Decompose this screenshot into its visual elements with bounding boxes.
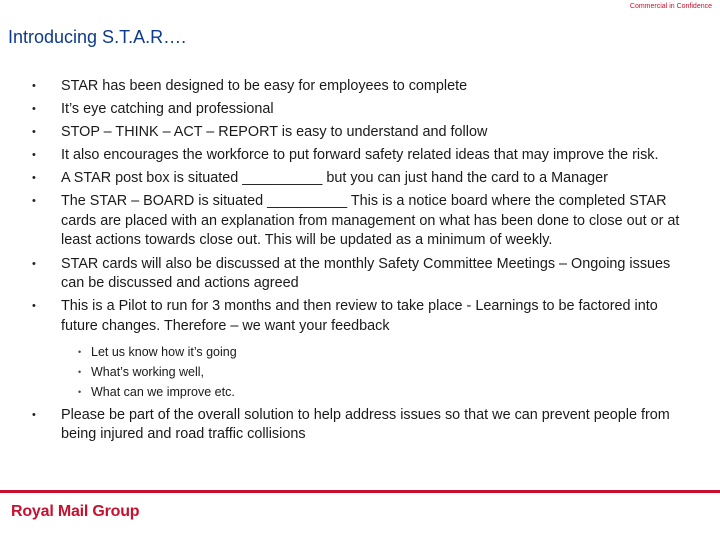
bullet-marker: •	[32, 408, 36, 421]
bullet-text: STAR cards will also be discussed at the monthly Safety Committee Meetings – Ongoing issues can be discussed and actions agreed	[61, 255, 671, 292]
bullet-text: Please be part of the overall solution to help address issues so that we can prevent people from being injured and road traffic collisions	[61, 406, 670, 443]
sub-bullet-text: Let us know how it’s going	[91, 345, 237, 360]
list-item	[0, 255, 680, 294]
slide-title: Introducing S.T.A.R….	[8, 27, 187, 47]
bullet-marker: •	[32, 257, 36, 270]
footer-divider	[0, 490, 720, 493]
sub-bullet-list	[61, 342, 680, 402]
sub-list-item	[61, 342, 680, 362]
sub-bullet-text: What’s working well,	[91, 365, 205, 380]
confidential-label: Commercial in Confidence	[629, 3, 712, 10]
sub-bullet-marker: •	[78, 347, 82, 358]
bullet-marker: •	[32, 126, 36, 139]
bullet-text: A STAR post box is situated __________ but you can just hand the card to a Manager	[61, 170, 608, 187]
bullet-text: It also encourages the workforce to put forward safety related ideas that may improve the risk.	[61, 147, 659, 164]
bullet-text: STAR has been designed to be easy for employees to complete	[61, 78, 468, 94]
bullet-marker: •	[32, 149, 36, 162]
bullet-text: STOP – THINK – ACT – REPORT is easy to understand and follow	[61, 124, 488, 141]
bullet-list	[0, 77, 680, 448]
sub-bullet-marker: •	[78, 387, 82, 398]
list-item	[0, 146, 680, 166]
bullet-text: It’s eye catching and professional	[61, 101, 274, 118]
bullet-marker: •	[32, 172, 36, 185]
bullet-marker: •	[32, 80, 36, 92]
bullet-marker: •	[32, 195, 36, 208]
list-item	[0, 169, 680, 189]
sub-list-item	[61, 382, 680, 402]
list-item	[0, 192, 680, 251]
list-item	[0, 77, 680, 97]
list-item	[0, 100, 680, 120]
sub-bullet-marker: •	[78, 367, 82, 378]
sub-bullet-text: What can we improve etc.	[91, 385, 235, 400]
list-item	[0, 123, 680, 143]
bullet-text: This is a Pilot to run for 3 months and then review to take place - Learnings to be factored into future changes. Therefore – we want your feedback	[61, 298, 658, 334]
list-item	[0, 406, 680, 445]
royal-mail-group-logo: Royal Mail Group	[11, 503, 140, 520]
bullet-marker: •	[32, 103, 36, 116]
bullet-text: The STAR – BOARD is situated __________ This is a notice board where the completed STAR cards are placed with an explanation from management on what has been done to close out or at least actions towards close out. This will be updated as a minimum of weekly.	[61, 193, 680, 249]
bullet-marker: •	[32, 300, 36, 313]
list-item	[0, 297, 680, 402]
sub-list-item	[61, 362, 680, 382]
